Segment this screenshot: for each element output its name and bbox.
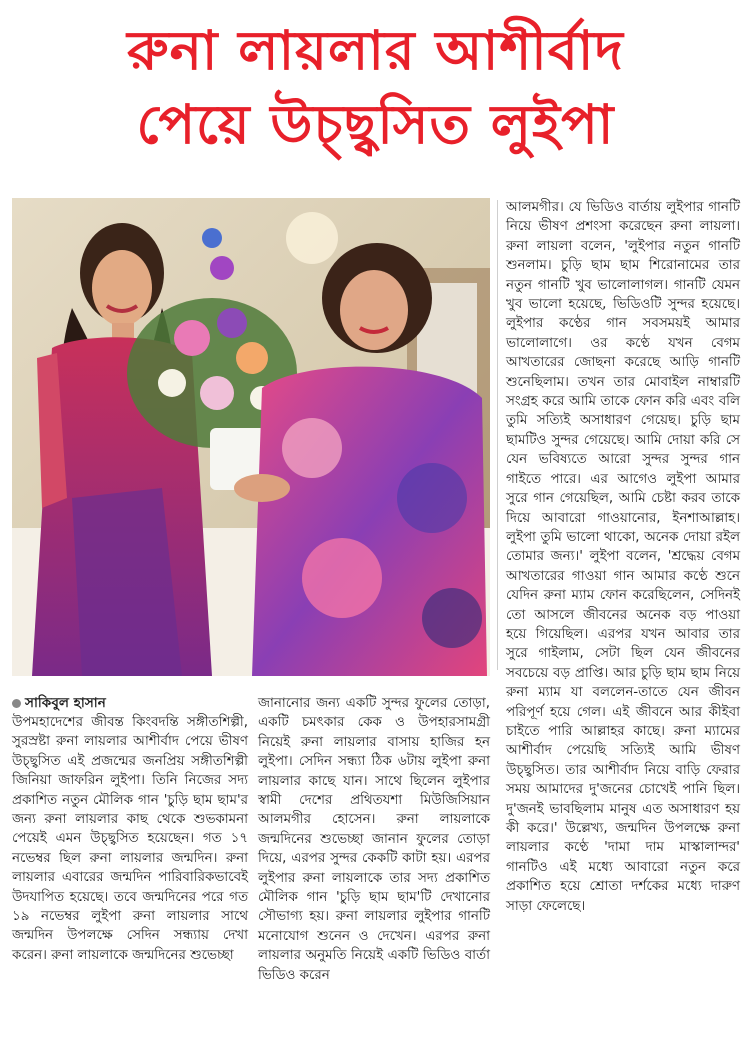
byline xyxy=(12,694,248,713)
article-column-left xyxy=(12,694,248,965)
column-left-text: উপমহাদেশের জীবন্ত কিংবদন্তি সঙ্গীতশিল্পী, সুরস্রষ্টা রুনা লায়লার আশীর্বাদ পেয়ে ভীষণ উচ্ছ্বসিত এই প্রজন্মের জনপ্রিয় সঙ্গীতশিল্পী জিনিয়া জাফরিন লুইপা। তিনি নিজের সদ্য প্রকাশিত নতুন মৌলিক গান 'চুড়ি ছাম ছাম'র জন্য রুনা লায়লার কাছ থেকে শুভকামনা পেয়েই এমন উচ্ছ্বসিত হয়েছেন। গত ১৭ নভেম্বর ছিল রুনা লায়লার জন্মদিন। রুনা লায়লার এবারের জন্মদিন পারিবারিকভাবেই উদযাপিত হয়েছে। তবে জন্মদিনের পরে গত ১৯ নভেম্বর লুইপা রুনা লায়লার সাথে জন্মদিন উপলক্ষে সেদিন সন্ধ্যায় দেখা করেন। রুনা লায়লাকে জন্মদিনের শুভেচ্ছা xyxy=(12,715,248,963)
article-photo xyxy=(12,198,490,676)
column-divider xyxy=(497,200,498,670)
bullet-icon xyxy=(12,699,21,708)
headline-line-2: পেয়ে উচ্ছ্বসিত লুইপা xyxy=(136,93,615,156)
article-column-middle: জানানোর জন্য একটি সুন্দর ফুলের তোড়া, একটি চমৎকার কেক ও উপহারসামগ্রী নিয়েই রুনা লায়লার বাসায় হাজির হন লুইপা। সেদিন সন্ধ্যা ঠিক ৬টায় লুইপা রুনা লায়লার কাছে যান। সাথে ছিলেন লুইপার স্বামী দেশের প্রথিতযশা মিউজিসিয়ান আলমগীর হোসেন। রুনা লায়লাকে জন্মদিনের শুভেচ্ছা জানান ফুলের তোড়া দিয়ে, এরপর সুন্দর কেকটি কাটা হয়। এরপর লুইপার রুনা লায়লাকে তার সদ্য প্রকাশিত মৌলিক গান 'চুড়ি ছাম ছাম'টি দেখানোর সৌভাগ্য হয়। রুনা লায়লার লুইপার গানটি মনোযোগ শুনেন ও দেখেন। এরপর রুনা লায়লার অনুমতি নিয়েই একটি ভিডিও বার্তা ভিডিও করেন xyxy=(258,696,490,983)
byline-author: সাকিবুল হাসান xyxy=(25,695,106,711)
headline xyxy=(0,14,751,162)
headline-line-1: রুনা লায়লার আশীর্বাদ xyxy=(127,19,624,82)
article-column-right: আলমগীর। যে ভিডিও বার্তায় লুইপার গানটি নিয়ে ভীষণ প্রশংসা করেছেন রুনা লায়লা। রুনা লায়লা বলেন, 'লুইপার নতুন গানটি শুনলাম। চুড়ি ছাম ছাম শিরোনামের তার নতুন গানটি খুব ভালোলাগল। গানটি যেমন খুব ভালো হয়েছে, ভিডিওটি সুন্দর হয়েছে। লুইপার কণ্ঠের গান সবসময়ই আমার ভালোলাগে। ওর কণ্ঠে যখন বেগম আখতারের জোছনা করেছে আড়ি গানটি শুনেছিলাম। তখন তার মোবাইল নাম্বারটি সংগ্রহ করে আমি তাকে ফোন করি এবং বলি তুমি সত্যিই অসাধারণ গেয়েছ। চুড়ি ছাম ছামটিও সুন্দর গেয়েছে। আমি দোয়া করি সে যেন ভবিষ্যতে আরো সুন্দর সুন্দর গান গাইতে পারে। এর আগেও লুইপা আমার সুরে গান গেয়েছিল, আমি চেষ্টা করব তাকে দিয়ে আবারো গাওয়ানোর, ইনশাআল্লাহ। লুইপা তুমি ভালো থাকো, অনেক দোয়া রইল তোমার জন্য।' লুইপা বলেন, 'শ্রদ্ধেয় বেগম আখতারের গাওয়া গান আমার কণ্ঠে শুনে যেদিন রুনা ম্যাম ফোন করেছিলেন, সেদিনই তো আসলে জীবনের অনেক বড় পাওয়া হয়ে গিয়েছিল। এরপর যখন আবার তার সুরে গাইলাম, সেটা ছিল যেন জীবনের সবচেয়ে বড় প্রাপ্তি। আর চুড়ি ছাম ছাম নিয়ে রুনা ম্যাম যা বললেন-তাতে যেন জীবন পরিপূর্ণ হয়ে গেল। এই জীবনে আর কীইবা চাইতে পারি আল্লাহর কাছে। রুনা ম্যামের আশীর্বাদ পেয়েছি সত্যিই আমি ভীষণ উচ্ছ্বসিত। তার আশীর্বাদ নিয়ে বাড়ি ফেরার সময় আমাদের দু'জনের চোখেই পানি ছিল। দু'জনই ভাবছিলাম মানুষ এত অসাধারণ হয় কী করে।' উল্লেখ্য, জন্মদিন উপলক্ষে রুনা লায়লার কণ্ঠে 'দামা দাম মাস্কালান্দর' গানটিও এই মধ্যে আবারো নতুন করে প্রকাশিত হয়ে শ্রোতা দর্শকের মধ্যে দারুণ সাড়া ফেলেছে। xyxy=(506,200,740,914)
photo-illustration xyxy=(12,198,490,676)
